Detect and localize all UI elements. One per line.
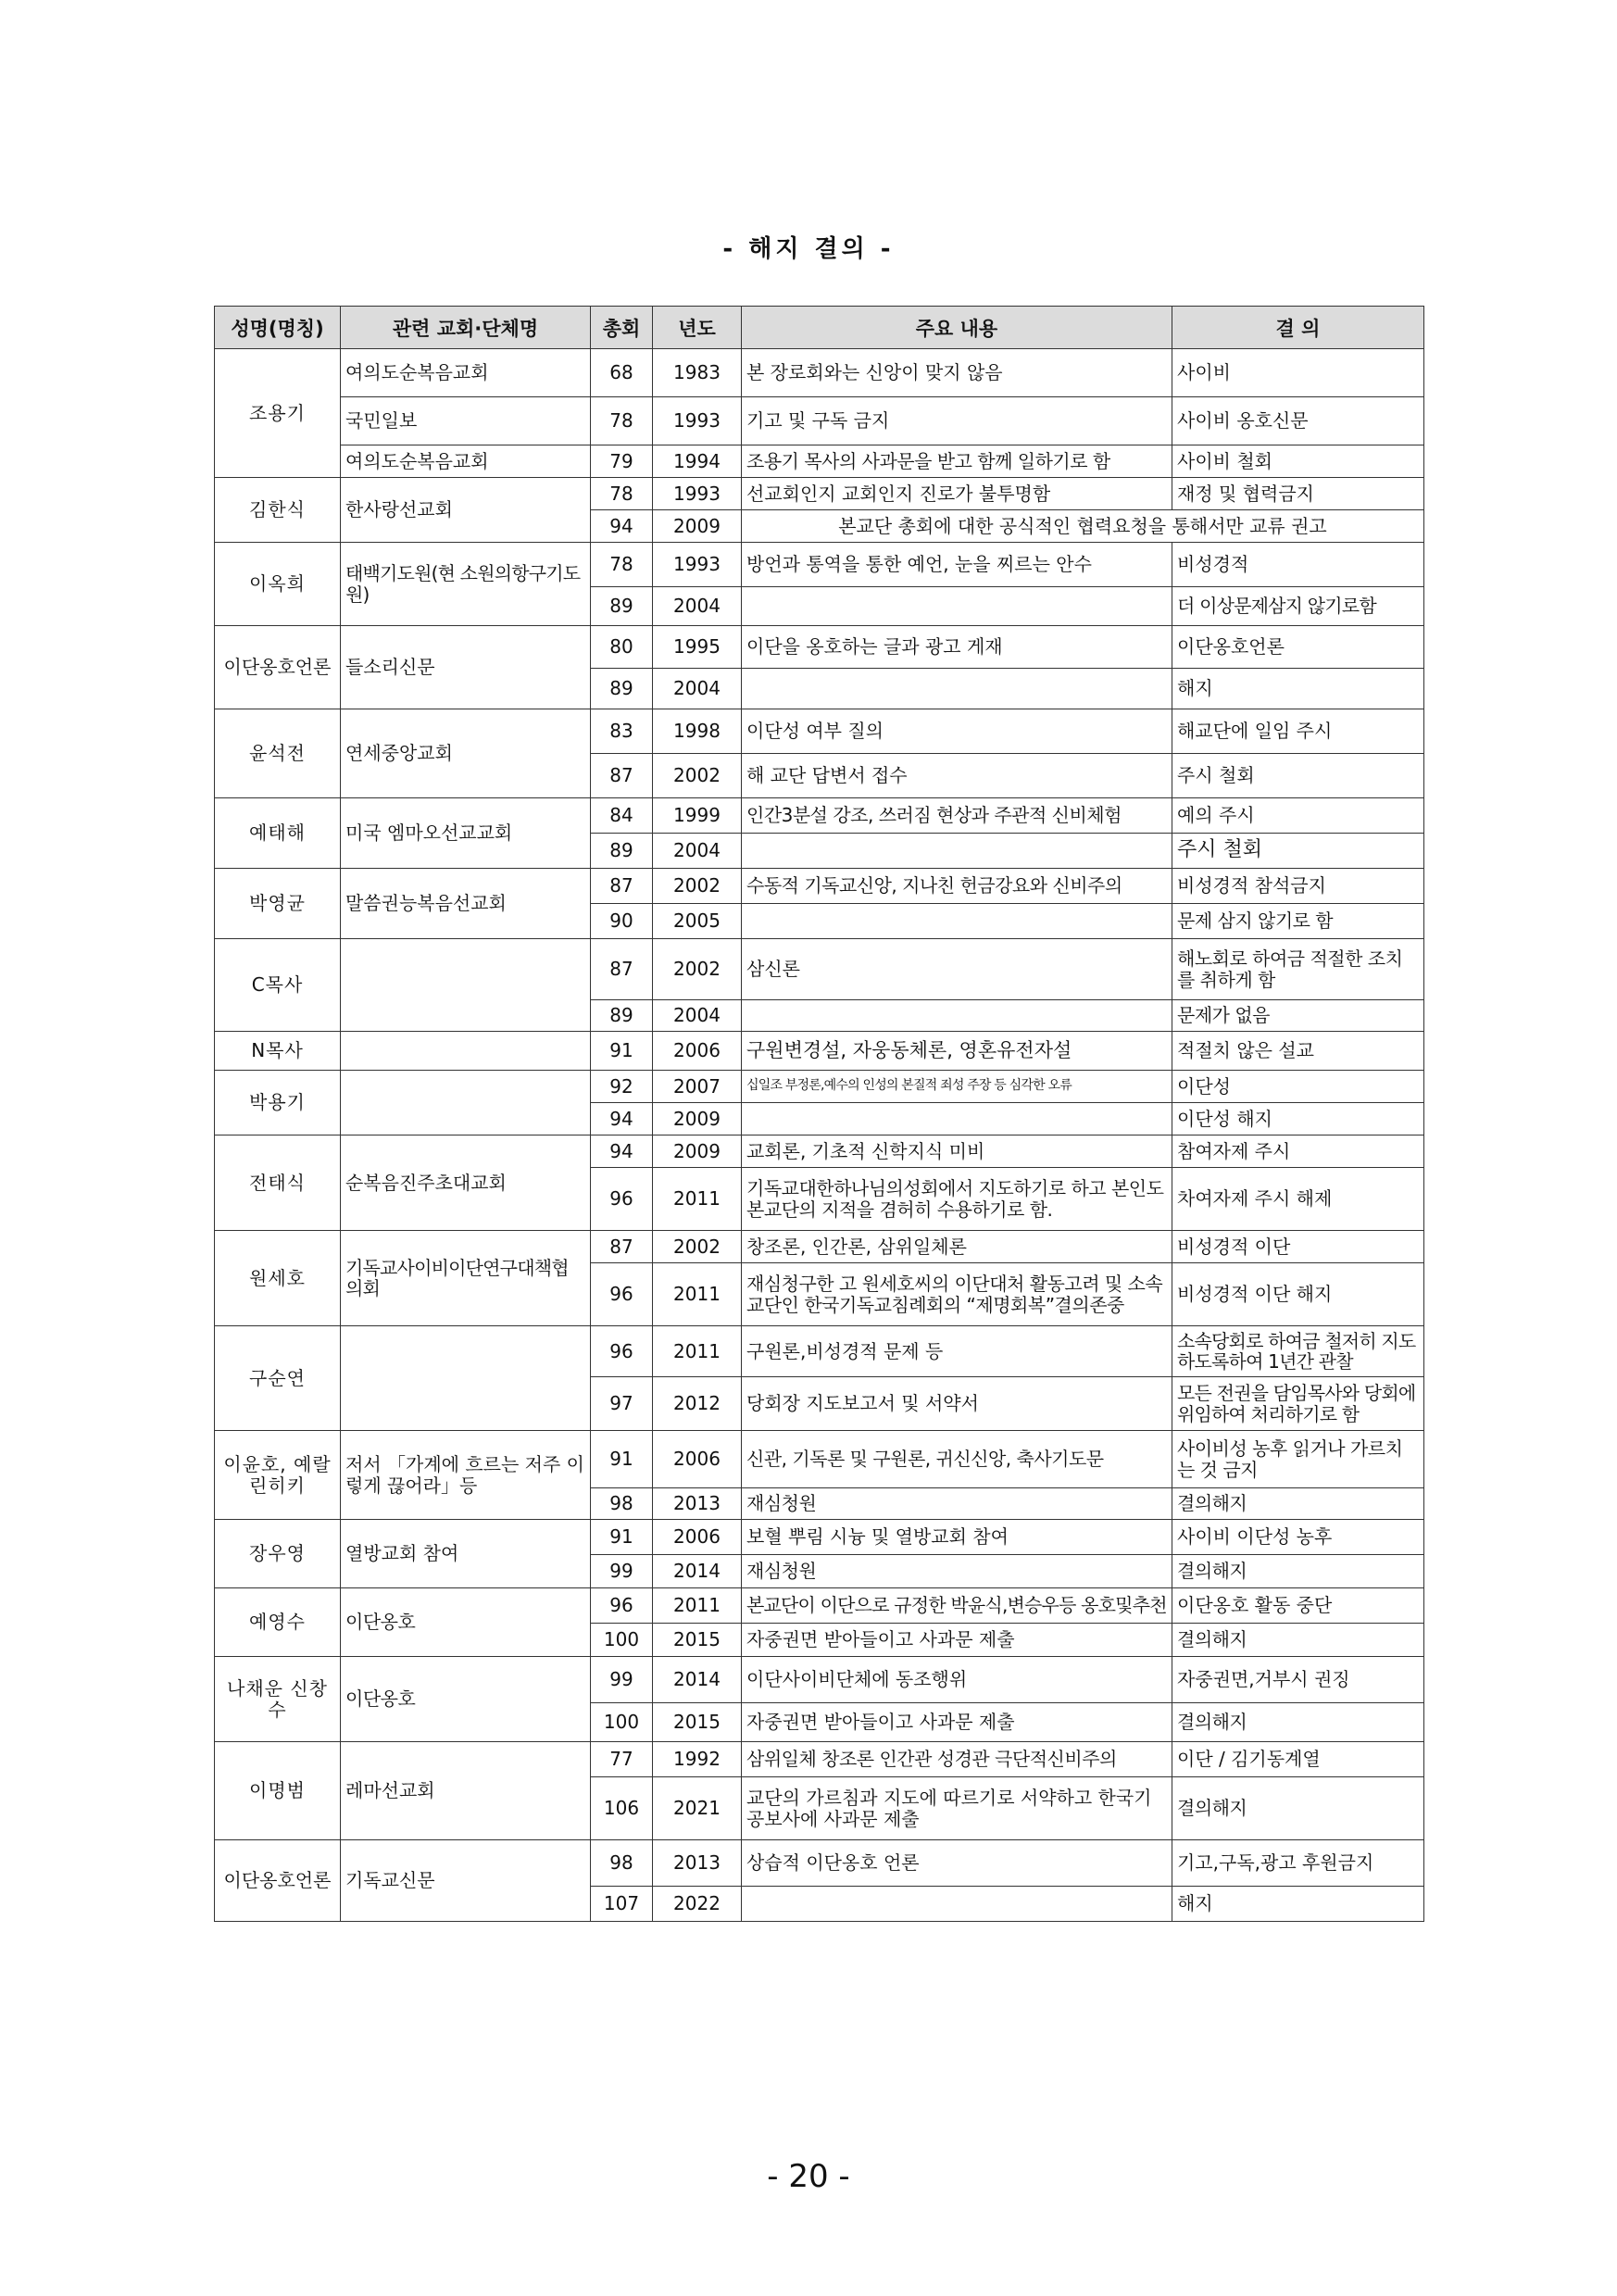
cell-year: 2002: [653, 939, 742, 1000]
cell-content: [742, 1887, 1172, 1922]
cell-assembly: 77: [591, 1742, 653, 1777]
cell-content: [742, 587, 1172, 626]
header-name: 성명(명칭): [215, 307, 341, 349]
cell-content: [742, 669, 1172, 709]
cell-year: 1995: [653, 626, 742, 669]
cell-content: 당회장 지도보고서 및 서약서: [742, 1377, 1172, 1431]
cell-assembly: 106: [591, 1777, 653, 1840]
cell-assembly: 96: [591, 1326, 653, 1377]
cell-resolution: 사이비 이단성 농후: [1172, 1520, 1424, 1555]
cell-assembly: 94: [591, 1135, 653, 1168]
cell-resolution: 문제가 없음: [1172, 1000, 1424, 1032]
cell-organization: 기독교사이비이단연구대책협의회: [341, 1231, 591, 1326]
cell-year: 2009: [653, 1103, 742, 1135]
cell-assembly: 96: [591, 1588, 653, 1624]
cell-name: 이명범: [215, 1742, 341, 1840]
cell-assembly: 84: [591, 798, 653, 834]
cell-organization: [341, 1326, 591, 1431]
cell-year: 2006: [653, 1520, 742, 1555]
cell-name: 윤석전: [215, 709, 341, 798]
cell-year: 2002: [653, 869, 742, 904]
header-year: 년도: [653, 307, 742, 349]
cell-year: 2014: [653, 1657, 742, 1703]
cell-resolution: 결의해지: [1172, 1777, 1424, 1840]
cell-resolution: 비성경적: [1172, 543, 1424, 587]
header-assembly: 총회: [591, 307, 653, 349]
table-row: [215, 869, 1424, 904]
cell-assembly: 83: [591, 709, 653, 754]
cell-content: 방언과 통역을 통한 예언, 눈을 찌르는 안수: [742, 543, 1172, 587]
cell-organization: 한사랑선교회: [341, 478, 591, 543]
cell-resolution: 재정 및 협력금지: [1172, 478, 1424, 510]
cell-assembly: 87: [591, 939, 653, 1000]
cell-content: 교회론, 기초적 신학지식 미비: [742, 1135, 1172, 1168]
cell-assembly: 99: [591, 1555, 653, 1588]
cell-year: 2015: [653, 1703, 742, 1742]
cell-year: 1993: [653, 478, 742, 510]
cell-assembly: 92: [591, 1071, 653, 1103]
table-row: [215, 1520, 1424, 1555]
table-row: [215, 1135, 1424, 1168]
cell-name: 장우영: [215, 1520, 341, 1588]
cell-content: [742, 834, 1172, 869]
cell-resolution: 차여자제 주시 해제: [1172, 1168, 1424, 1231]
cell-content: [742, 904, 1172, 939]
cell-assembly: 99: [591, 1657, 653, 1703]
cell-assembly: 87: [591, 754, 653, 798]
cell-content: 본교단 총회에 대한 공식적인 협력요청을 통해서만 교류 권고: [742, 510, 1424, 543]
table-row: [215, 1231, 1424, 1263]
cell-content: 창조론, 인간론, 삼위일체론: [742, 1231, 1172, 1263]
cell-assembly: 96: [591, 1168, 653, 1231]
cell-content: 이단을 옹호하는 글과 광고 게재: [742, 626, 1172, 669]
cell-year: 2021: [653, 1777, 742, 1840]
cell-year: 2004: [653, 669, 742, 709]
cell-year: 2006: [653, 1032, 742, 1071]
cell-assembly: 100: [591, 1703, 653, 1742]
cell-assembly: 91: [591, 1431, 653, 1488]
cell-assembly: 87: [591, 1231, 653, 1263]
cell-content: 수동적 기독교신앙, 지나친 헌금강요와 신비주의: [742, 869, 1172, 904]
cell-year: 2022: [653, 1887, 742, 1922]
cell-assembly: 107: [591, 1887, 653, 1922]
cell-assembly: 87: [591, 869, 653, 904]
cell-name: 예영수: [215, 1588, 341, 1657]
cell-year: 2014: [653, 1555, 742, 1588]
cell-assembly: 89: [591, 587, 653, 626]
cell-organization: 미국 엠마오선교교회: [341, 798, 591, 869]
cell-resolution: 결의해지: [1172, 1624, 1424, 1657]
cell-content: 인간3분설 강조, 쓰러짐 현상과 주관적 신비체험: [742, 798, 1172, 834]
cell-assembly: 78: [591, 543, 653, 587]
cell-year: 1993: [653, 397, 742, 445]
cell-year: 2002: [653, 1231, 742, 1263]
cell-name: 원세호: [215, 1231, 341, 1326]
table-row: [215, 626, 1424, 669]
cell-assembly: 89: [591, 669, 653, 709]
cell-year: 2002: [653, 754, 742, 798]
cell-resolution: 사이비 철회: [1172, 445, 1424, 478]
cell-resolution: 이단성 해지: [1172, 1103, 1424, 1135]
cell-organization: 레마선교회: [341, 1742, 591, 1840]
cell-assembly: 98: [591, 1488, 653, 1520]
cell-year: 2011: [653, 1588, 742, 1624]
cell-resolution: 이단성: [1172, 1071, 1424, 1103]
cell-name: 김한식: [215, 478, 341, 543]
cell-resolution: 참여자제 주시: [1172, 1135, 1424, 1168]
cell-year: 2004: [653, 587, 742, 626]
cell-content: 해 교단 답변서 접수: [742, 754, 1172, 798]
cell-name: C목사: [215, 939, 341, 1032]
cell-content: 삼신론: [742, 939, 1172, 1000]
cell-content: 본교단이 이단으로 규정한 박윤식,변승우등 옹호및추천: [742, 1588, 1172, 1624]
cell-year: 2011: [653, 1263, 742, 1326]
table-row: [215, 1657, 1424, 1703]
cell-organization: [341, 939, 591, 1032]
cell-resolution: 더 이상문제삼지 않기로함: [1172, 587, 1424, 626]
cell-content: 이단사이비단체에 동조행위: [742, 1657, 1172, 1703]
cell-assembly: 91: [591, 1032, 653, 1071]
cell-name: 이윤호, 예랄린히키: [215, 1431, 341, 1520]
cell-resolution: 주시 철회: [1172, 834, 1424, 869]
cell-year: 2013: [653, 1840, 742, 1887]
cell-resolution: 자중권면,거부시 권징: [1172, 1657, 1424, 1703]
cell-content: 재심청구한 고 원세호씨의 이단대처 활동고려 및 소속교단인 한국기독교침례회의 “제명회복”결의존중: [742, 1263, 1172, 1326]
cell-content: 기고 및 구독 금지: [742, 397, 1172, 445]
cell-content: 본 장로회와는 신앙이 맞지 않음: [742, 349, 1172, 397]
cell-resolution: 모든 전권을 담임목사와 당회에 위임하여 처리하기로 함: [1172, 1377, 1424, 1431]
cell-assembly: 97: [591, 1377, 653, 1431]
cell-organization: 들소리신문: [341, 626, 591, 709]
table-row: [215, 445, 1424, 478]
table-row: [215, 1742, 1424, 1777]
cell-organization: 이단옹호: [341, 1588, 591, 1657]
table-header-row: [215, 307, 1424, 349]
cell-year: 2004: [653, 1000, 742, 1032]
cell-resolution: 비성경적 이단: [1172, 1231, 1424, 1263]
cell-organization: 국민일보: [341, 397, 591, 445]
cell-resolution: 주시 철회: [1172, 754, 1424, 798]
cell-assembly: 79: [591, 445, 653, 478]
cell-name: 전태식: [215, 1135, 341, 1231]
table-row: [215, 543, 1424, 587]
cell-resolution: 이단옹호언론: [1172, 626, 1424, 669]
cell-resolution: 해노회로 하여금 적절한 조치를 취하게 함: [1172, 939, 1424, 1000]
cell-resolution: 적절치 않은 설교: [1172, 1032, 1424, 1071]
cell-organization: 여의도순복음교회: [341, 445, 591, 478]
table-row: [215, 349, 1424, 397]
cell-resolution: 기고,구독,광고 후원금지: [1172, 1840, 1424, 1887]
cell-content: 재심청원: [742, 1555, 1172, 1588]
cell-year: 2007: [653, 1071, 742, 1103]
table-row: [215, 1840, 1424, 1887]
cell-year: 2009: [653, 510, 742, 543]
cell-name: N목사: [215, 1032, 341, 1071]
cell-name: 나채운 신창수: [215, 1657, 341, 1742]
cell-name: 이단옹호언론: [215, 1840, 341, 1922]
page-title: - 해지 결의 -: [722, 235, 895, 263]
cell-resolution: 사이비: [1172, 349, 1424, 397]
cell-resolution: 해지: [1172, 669, 1424, 709]
cell-organization: 저서 「가계에 흐르는 저주 이렇게 끊어라」등: [341, 1431, 591, 1520]
cell-organization: [341, 1032, 591, 1071]
cell-assembly: 78: [591, 478, 653, 510]
cell-year: 1983: [653, 349, 742, 397]
table-row: [215, 939, 1424, 1000]
cell-content: 구원론,비성경적 문제 등: [742, 1326, 1172, 1377]
cell-year: 2004: [653, 834, 742, 869]
cell-content: 기독교대한하나님의성회에서 지도하기로 하고 본인도 본교단의 지적을 겸허히 수용하기로 함.: [742, 1168, 1172, 1231]
cell-assembly: 94: [591, 510, 653, 543]
cell-assembly: 89: [591, 834, 653, 869]
cell-resolution: 결의해지: [1172, 1703, 1424, 1742]
table-row: [215, 709, 1424, 754]
table-row: [215, 1588, 1424, 1624]
cell-organization: 순복음진주초대교회: [341, 1135, 591, 1231]
cell-resolution: 예의 주시: [1172, 798, 1424, 834]
cell-assembly: 100: [591, 1624, 653, 1657]
cell-year: 1999: [653, 798, 742, 834]
cell-assembly: 80: [591, 626, 653, 669]
cell-resolution: 이단 / 김기동계열: [1172, 1742, 1424, 1777]
cell-content: 자중권면 받아들이고 사과문 제출: [742, 1703, 1172, 1742]
header-resolution: 결 의: [1172, 307, 1424, 349]
cell-content: 신관, 기독론 및 구원론, 귀신신앙, 축사기도문: [742, 1431, 1172, 1488]
cell-resolution: 문제 삼지 않기로 함: [1172, 904, 1424, 939]
cell-content: 보혈 뿌림 시늉 및 열방교회 참여: [742, 1520, 1172, 1555]
cell-content: 구원변경설, 자웅동체론, 영혼유전자설: [742, 1032, 1172, 1071]
cell-resolution: 해교단에 일임 주시: [1172, 709, 1424, 754]
cell-year: 2012: [653, 1377, 742, 1431]
cell-content: 교단의 가르침과 지도에 따르기로 서약하고 한국기공보사에 사과문 제출: [742, 1777, 1172, 1840]
cell-year: 2009: [653, 1135, 742, 1168]
cell-assembly: 89: [591, 1000, 653, 1032]
cell-name: 구순연: [215, 1326, 341, 1431]
cell-name: 예태해: [215, 798, 341, 869]
cell-resolution: 사이비 옹호신문: [1172, 397, 1424, 445]
cell-resolution: 결의해지: [1172, 1555, 1424, 1588]
cell-name: 이단옹호언론: [215, 626, 341, 709]
cell-content: 선교회인지 교회인지 진로가 불투명함: [742, 478, 1172, 510]
cell-name: 조용기: [215, 349, 341, 478]
cell-content: [742, 1000, 1172, 1032]
cell-resolution: 소속당회로 하여금 철저히 지도하도록하여 1년간 관찰: [1172, 1326, 1424, 1377]
table-row: [215, 397, 1424, 445]
cell-content: 재심청원: [742, 1488, 1172, 1520]
cell-content: 이단성 여부 질의: [742, 709, 1172, 754]
cell-organization: 기독교신문: [341, 1840, 591, 1922]
cell-content: 자중권면 받아들이고 사과문 제출: [742, 1624, 1172, 1657]
cell-year: 1993: [653, 543, 742, 587]
cell-assembly: 98: [591, 1840, 653, 1887]
cell-organization: 태백기도원(현 소원의항구기도원): [341, 543, 591, 626]
cell-organization: 말씀권능복음선교회: [341, 869, 591, 939]
cell-assembly: 96: [591, 1263, 653, 1326]
cell-year: 2005: [653, 904, 742, 939]
cell-content: 상습적 이단옹호 언론: [742, 1840, 1172, 1887]
resolution-table: [214, 306, 1424, 1922]
cell-organization: 이단옹호: [341, 1657, 591, 1742]
cell-name: 박영균: [215, 869, 341, 939]
cell-year: 2013: [653, 1488, 742, 1520]
cell-organization: [341, 1071, 591, 1135]
table-row: [215, 1326, 1424, 1377]
cell-resolution: 해지: [1172, 1887, 1424, 1922]
cell-resolution: 결의해지: [1172, 1488, 1424, 1520]
page-number: - 20 -: [767, 2158, 850, 2195]
table-row: [215, 478, 1424, 510]
cell-organization: 연세중앙교회: [341, 709, 591, 798]
table-row: [215, 1431, 1424, 1488]
cell-organization: 열방교회 참여: [341, 1520, 591, 1588]
cell-year: 2006: [653, 1431, 742, 1488]
cell-name: 박용기: [215, 1071, 341, 1135]
cell-assembly: 94: [591, 1103, 653, 1135]
cell-resolution: 사이비성 농후 읽거나 가르치는 것 금지: [1172, 1431, 1424, 1488]
cell-resolution: 비성경적 이단 해지: [1172, 1263, 1424, 1326]
cell-year: 2015: [653, 1624, 742, 1657]
table-row: [215, 1071, 1424, 1103]
cell-content: [742, 1103, 1172, 1135]
cell-assembly: 68: [591, 349, 653, 397]
cell-content: 삼위일체 창조론 인간관 성경관 극단적신비주의: [742, 1742, 1172, 1777]
cell-year: 2011: [653, 1326, 742, 1377]
cell-content: 조용기 목사의 사과문을 받고 함께 일하기로 함: [742, 445, 1172, 478]
cell-assembly: 90: [591, 904, 653, 939]
cell-year: 2011: [653, 1168, 742, 1231]
cell-name: 이옥희: [215, 543, 341, 626]
cell-assembly: 78: [591, 397, 653, 445]
cell-year: 1994: [653, 445, 742, 478]
cell-organization: 여의도순복음교회: [341, 349, 591, 397]
cell-year: 1998: [653, 709, 742, 754]
cell-assembly: 91: [591, 1520, 653, 1555]
cell-resolution: 비성경적 참석금지: [1172, 869, 1424, 904]
header-content: 주요 내용: [742, 307, 1172, 349]
cell-content: 십일조 부정론,예수의 인성의 본질적 죄성 주장 등 심각한 오류: [742, 1071, 1172, 1103]
header-organization: 관련 교회·단체명: [341, 307, 591, 349]
cell-resolution: 이단옹호 활동 중단: [1172, 1588, 1424, 1624]
cell-year: 1992: [653, 1742, 742, 1777]
table-row: [215, 798, 1424, 834]
table-row: [215, 1032, 1424, 1071]
